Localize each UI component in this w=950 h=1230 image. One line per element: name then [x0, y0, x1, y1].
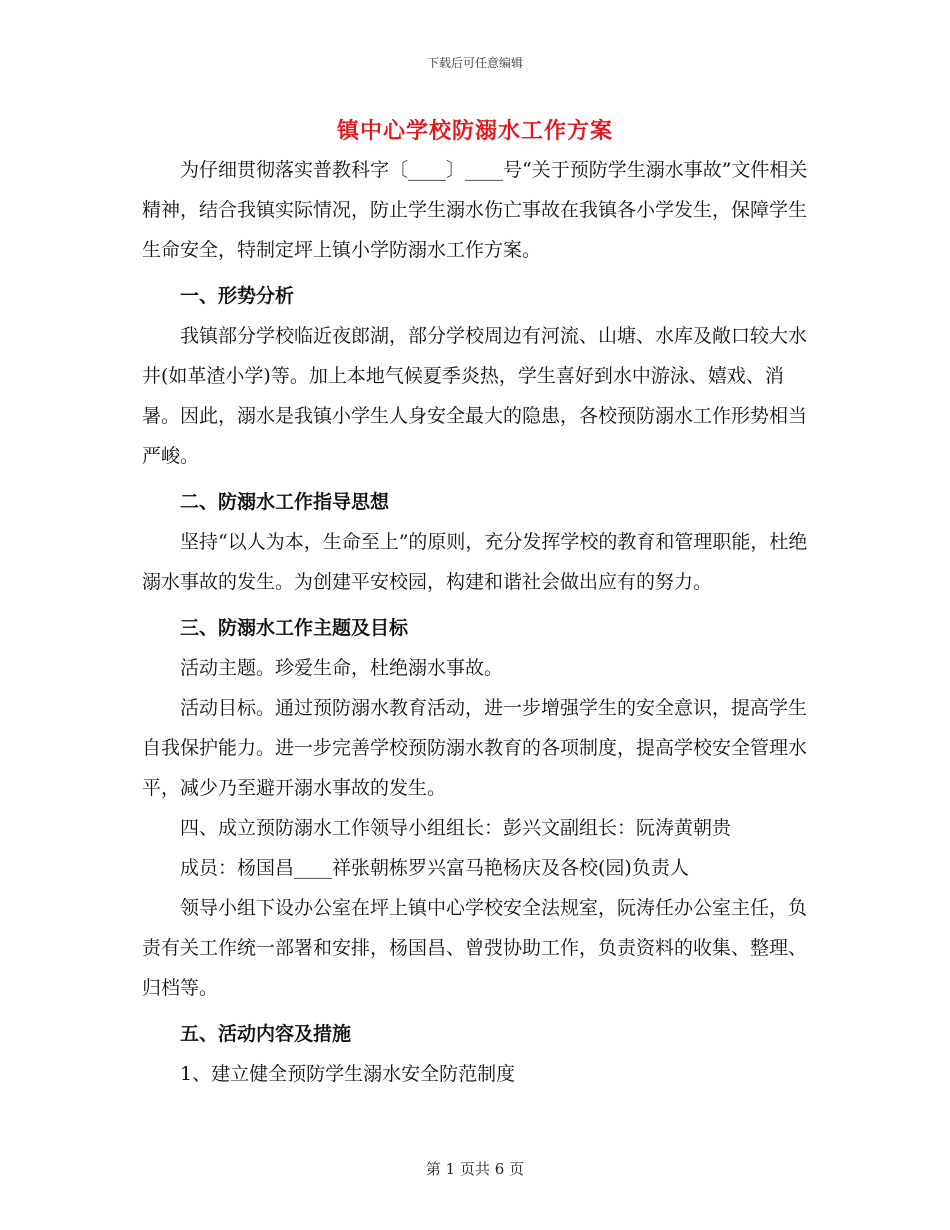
- intro-paragraph: 为仔细贯彻落实普教科字〔____〕____号“关于预防学生溺水事故”文件相关精神，结合我镇实际情况，防止学生溺水伤亡事故在我镇各小学发生，保障学生生命安全，特制定坪上镇小学防溺水工作方案。: [142, 159, 808, 261]
- members-paragraph: 成员：杨国昌____祥张朝栋罗兴富马艳杨庆及各校(园)负责人: [180, 857, 689, 879]
- section-1-paragraph: 我镇部分学校临近夜郎湖，部分学校周边有河流、山塘、水库及敞口较大水井(如革渣小学)等。加上本地气候夏季炎热，学生喜好到水中游泳、嬉戏、消暑。因此，溺水是我镇小学生人身安全最大的隐患，各校预防溺水工作形势相当严峻。: [142, 325, 808, 467]
- section-4-paragraph: 四、成立预防溺水工作领导小组组长：彭兴文副组长：阮涛黄朝贵: [180, 817, 732, 839]
- section-2-paragraph: 坚持“以人为本，生命至上”的原则，充分发挥学校的教育和管理职能，杜绝溺水事故的发生。为创建平安校园，构建和谐社会做出应有的努力。: [142, 531, 808, 593]
- document-title: 镇中心学校防溺水工作方案: [336, 118, 613, 144]
- section-heading-3: 三、防溺水工作主题及目标: [180, 617, 409, 639]
- page-header: 下载后可任意编辑: [426, 56, 523, 70]
- office-paragraph: 领导小组下设办公室在坪上镇中心学校安全法规室，阮涛任办公室主任，负责有关工作统一部署和安排，杨国昌、曾弢协助工作，负责资料的收集、整理、归档等。: [142, 897, 808, 999]
- document-body: [142, 150, 812, 1094]
- section-heading-2: 二、防溺水工作指导思想: [180, 491, 390, 513]
- item-1-paragraph: 1、建立健全预防学生溺水安全防范制度: [180, 1063, 516, 1085]
- activity-goal-paragraph: 活动目标。通过预防溺水教育活动，进一步增强学生的安全意识，提高学生自我保护能力。进一步完善学校预防溺水教育的各项制度，提高学校安全管理水平，减少乃至避开溺水事故的发生。: [142, 697, 808, 799]
- activity-theme-paragraph: 活动主题。珍爱生命，杜绝溺水事故。: [180, 657, 504, 679]
- section-heading-1: 一、形势分析: [180, 285, 295, 307]
- page-footer: 第 1 页共 6 页: [425, 1160, 525, 1178]
- section-heading-5: 五、活动内容及措施: [180, 1023, 352, 1045]
